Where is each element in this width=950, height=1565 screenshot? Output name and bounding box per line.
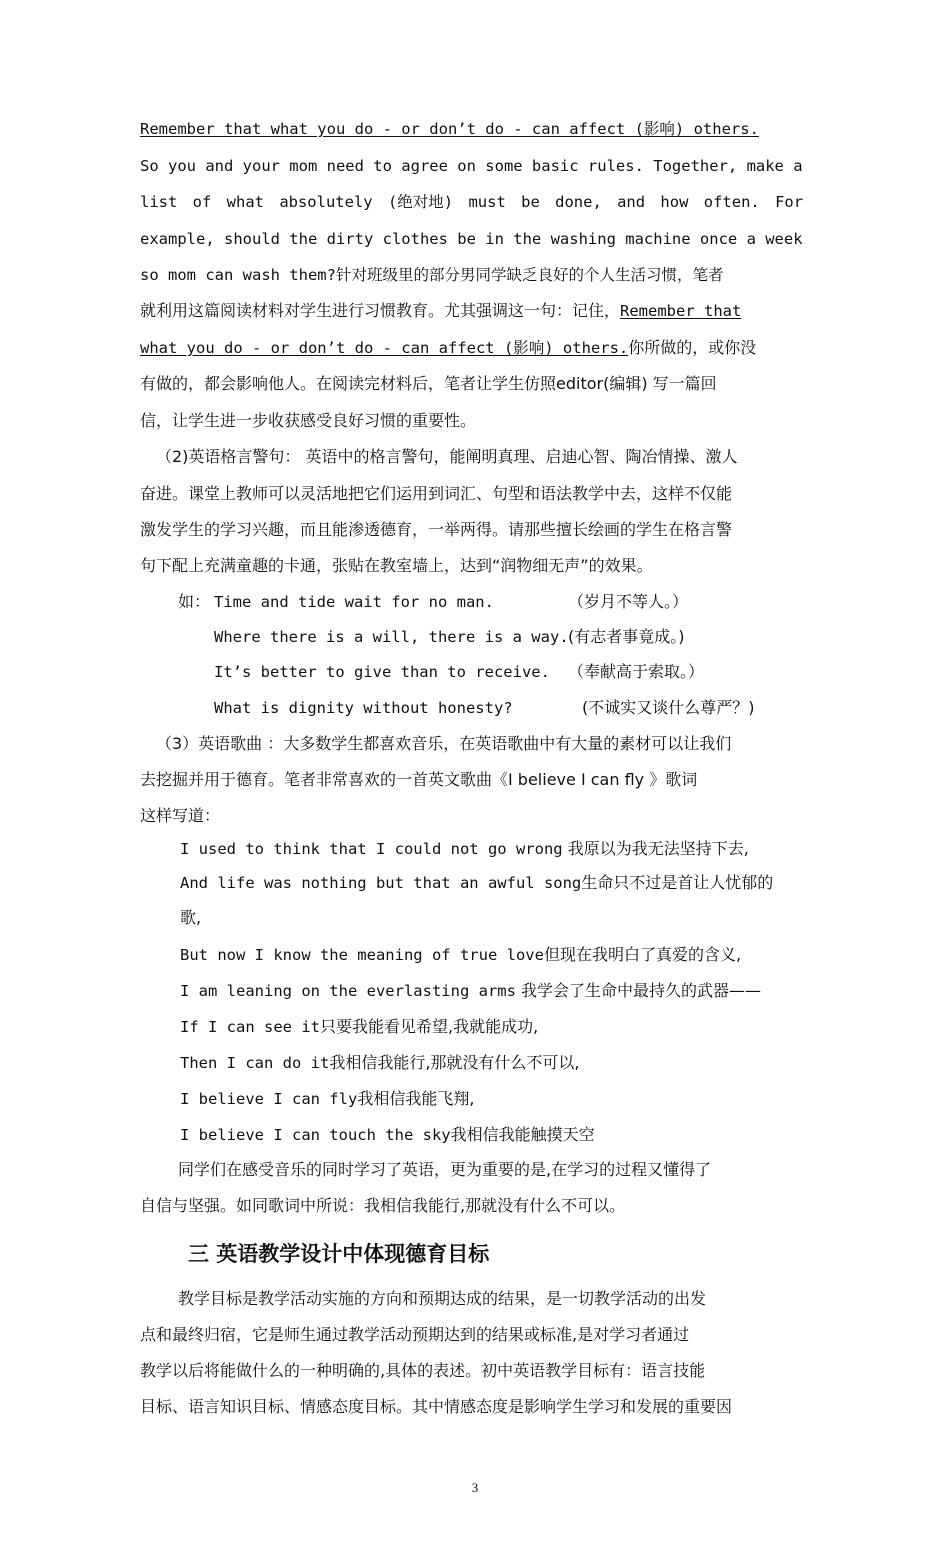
lyric-zh: 我相信我能触摸天空 bbox=[450, 1125, 595, 1144]
lyric-line: 歌, bbox=[180, 908, 202, 927]
lyric-line bbox=[180, 838, 749, 860]
proverb-prefix: 如： bbox=[178, 592, 211, 611]
text-line: list of what absolutely (绝对地) must be done, and how often. For bbox=[140, 193, 804, 211]
text-line: 激发学生的学习兴趣，而且能渗透德育，一举两得。请那些擅长绘画的学生在格言警 bbox=[140, 520, 733, 539]
text-line: 自信与坚强。如同歌词中所说：我相信我能行,那就没有什么不可以。 bbox=[140, 1196, 626, 1215]
lyric-zh: 但现在我明白了真爱的含义, bbox=[543, 945, 742, 964]
lyric-en: I used to think that I could not go wrong bbox=[180, 840, 563, 858]
lyric-en: I believe I can fly bbox=[180, 1090, 358, 1108]
section-title-proverbs: （2)英语格言警句： 英语中的格言警句，能阐明真理、启迪心智、陶冶情操、激人 bbox=[156, 447, 738, 466]
text-line: 句下配上充满童趣的卡通，张贴在教室墙上，达到“润物细无声”的效果。 bbox=[140, 556, 653, 575]
proverb-en: It’s better to give than to receive. bbox=[214, 663, 550, 681]
lyric-line bbox=[180, 980, 761, 1002]
text-segment: 你所做的，或你没 bbox=[628, 338, 757, 357]
proverb-en: Where there is a will, there is a way. bbox=[214, 628, 569, 646]
lyric-en: Then I can do it bbox=[180, 1054, 330, 1072]
lyric-line bbox=[180, 1052, 580, 1074]
page-number: 3 bbox=[471, 1480, 479, 1495]
lyric-en: I believe I can touch the sky bbox=[180, 1126, 451, 1144]
text-line: 去挖掘并用于德育。笔者非常喜欢的一首英文歌曲《I believe I can fly 》歌词 bbox=[140, 770, 698, 789]
lyric-en: But now I know the meaning of true love bbox=[180, 946, 544, 964]
lyric-en: I am leaning on the everlasting arms bbox=[180, 982, 516, 1000]
text-line: so mom can wash them?针对班级里的部分男同学缺乏良好的个人生活习惯，笔者 bbox=[140, 266, 724, 284]
text-line: example, should the dirty clothes be in the washing machine once a week bbox=[140, 230, 803, 248]
lyric-zh: 我相信我能飞翔, bbox=[357, 1089, 475, 1108]
text-line: 这样写道： bbox=[140, 806, 221, 825]
text-line: 点和最终归宿，它是师生通过教学活动预期达到的结果或标准,是对学习者通过 bbox=[140, 1325, 690, 1344]
text-line bbox=[140, 155, 812, 177]
text-line: 目标、语言知识目标、情感态度目标。其中情感态度是影响学生学习和发展的重要因 bbox=[140, 1397, 733, 1416]
lyric-zh: 只要我能看见希望,我就能成功, bbox=[319, 1017, 539, 1036]
lyric-en: If I can see it bbox=[180, 1018, 320, 1036]
lyric-zh: 我相信我能行,那就没有什么不可以, bbox=[329, 1053, 580, 1072]
lyric-line bbox=[180, 1124, 595, 1146]
proverb-zh: （岁月不等人。） bbox=[568, 592, 689, 611]
lyric-line bbox=[180, 1016, 538, 1038]
text-line: 教学目标是教学活动实施的方向和预期达成的结果，是一切教学活动的出发 bbox=[178, 1289, 707, 1308]
text-line: 信，让学生进一步收获感受良好习惯的重要性。 bbox=[140, 411, 477, 430]
text-line bbox=[140, 337, 756, 359]
lyric-line bbox=[180, 1088, 474, 1110]
lyric-zh: 生命只不过是首让人忧郁的 bbox=[581, 873, 774, 892]
underlined-quote: Remember that bbox=[620, 302, 742, 320]
lyric-zh: 我学会了生命中最持久的武器—— bbox=[521, 981, 762, 1000]
section-title-songs: （3）英语歌曲 ：大多数学生都喜欢音乐，在英语歌曲中有大量的素材可以让我们 bbox=[156, 734, 732, 753]
text-line: 同学们在感受音乐的同时学习了英语，更为重要的是,在学习的过程又懂得了 bbox=[178, 1160, 712, 1179]
underlined-quote: Remember that what you do - or don’t do - can affect (影响) others. bbox=[140, 120, 759, 138]
lyric-line bbox=[180, 872, 773, 894]
proverb-en: Time and tide wait for no man. bbox=[214, 593, 494, 611]
proverb-zh: (有志者事竟成。) bbox=[568, 627, 685, 646]
proverb-zh: (不诚实又谈什么尊严？) bbox=[582, 698, 755, 717]
lyric-zh: 我原以为我无法坚持下去, bbox=[567, 839, 749, 858]
proverb-en: What is dignity without honesty? bbox=[214, 699, 513, 717]
section-heading: 三 英语教学设计中体现德育目标 bbox=[188, 1242, 490, 1266]
lyric-line bbox=[180, 944, 741, 966]
text-line: 教学以后将能做什么的一种明确的,具体的表述。初中英语教学目标有：语言技能 bbox=[140, 1361, 706, 1380]
text-line: 有做的，都会影响他人。在阅读完材料后，笔者让学生仿照editor(编辑) 写一篇回 bbox=[140, 374, 717, 393]
underlined-quote: what you do - or don’t do - can affect (影响) others. bbox=[140, 339, 629, 357]
lyric-en: And life was nothing but that an awful song bbox=[180, 874, 582, 892]
proverb-zh: （奉献高于索取。） bbox=[568, 662, 705, 681]
text-segment: 就利用这篇阅读材料对学生进行习惯教育。尤其强调这一句：记住， bbox=[140, 301, 621, 320]
text-line: 奋进。课堂上教师可以灵活地把它们运用到词汇、句型和语法教学中去，这样不仅能 bbox=[140, 484, 733, 503]
text-line bbox=[140, 300, 741, 322]
text-line-content: So you and your mom need to agree on some basic rules. Together, make a bbox=[140, 157, 803, 175]
